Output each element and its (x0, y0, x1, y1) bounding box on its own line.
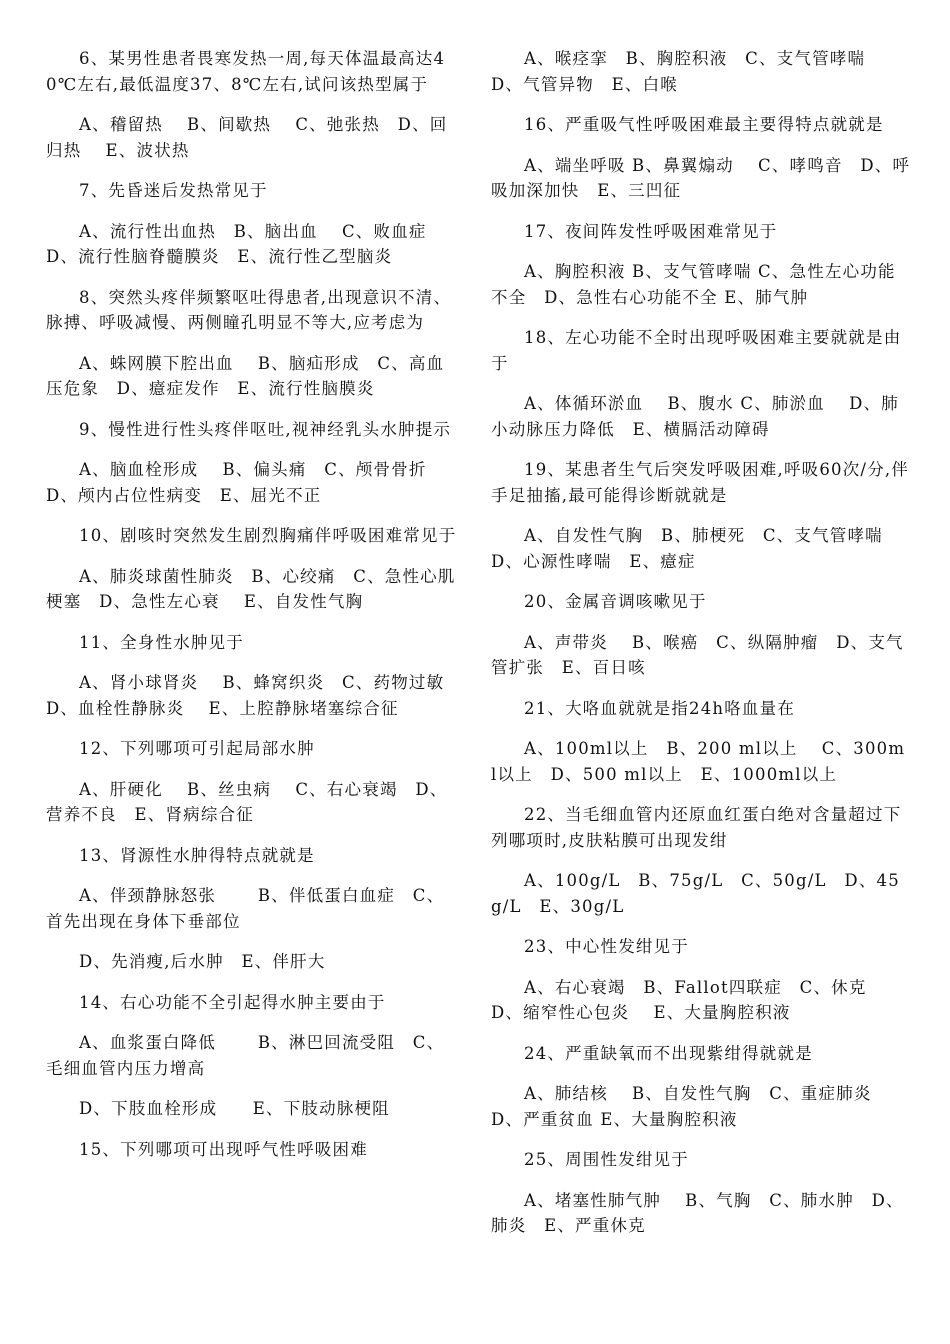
question-21: 21、大咯血就就是指24h咯血量在 (524, 698, 796, 718)
options-9: A、脑血栓形成 B、偏头痛 C、颅骨骨折 D、颅内占位性病变 E、屈光不正 (46, 460, 451, 505)
question-19: 19、某患者生气后突发呼吸困难,呼吸60次/分,伴手足抽搐,最可能得诊断就就是 (491, 460, 910, 505)
question-6: 6、某男性患者畏寒发热一周,每天体温最高达40℃左右,最低温度37、8℃左右,试问该热型属于 (46, 49, 446, 94)
question-8: 8、突然头疼伴频繁呕吐得患者,出现意识不清、脉搏、呼吸减慢、两侧瞳孔明显不等大,应考虑为 (46, 287, 452, 332)
question-23: 23、中心性发绀见于 (524, 937, 689, 956)
question-15: 15、下列哪项可出现呼气性呼吸困难 (79, 1139, 368, 1159)
options-6: A、稽留热 B、间歇热 C、弛张热 D、回归热 E、波状热 (46, 115, 448, 160)
options-23: A、右心衰竭 B、Fallot四联症 C、休克 D、缩窄性心包炎 E、大量胸腔积液 (491, 977, 885, 1022)
options-7: A、流行性出血热 B、脑出血 C、败血症 D、流行性脑脊髓膜炎 E、流行性乙型脑炎 (46, 221, 445, 266)
options-8: A、蛛网膜下腔出血 B、脑疝形成 C、高血压危象 D、癔症发作 E、流行性脑膜炎 (46, 353, 445, 398)
question-10: 10、剧咳时突然发生剧烈胸痛伴呼吸困难常见于 (79, 526, 457, 545)
question-9: 9、慢性进行性头疼伴呕吐,视神经乳头水肿提示 (79, 419, 452, 439)
left-column (46, 46, 460, 1177)
options-25: A、堵塞性肺气肿 B、气胸 C、肺水肿 D、肺炎 E、严重休克 (491, 1190, 904, 1235)
options-21: A、100ml以上 B、200 ml以上 C、300ml以上 D、500 ml以上 E、1000ml以上 (491, 739, 906, 784)
question-20: 20、金属音调咳嗽见于 (524, 592, 707, 611)
question-25: 25、周围性发绀见于 (524, 1150, 689, 1169)
options-22: A、100g/L B、75g/L C、50g/L D、45g/L E、30g/L (491, 871, 900, 916)
options-13-b: D、先消瘦,后水肿 E、伴肝大 (79, 952, 326, 971)
options-14-a: A、血浆蛋白降低 B、淋巴回流受阻 C、毛细血管内压力增高 (46, 1033, 445, 1078)
right-column (491, 46, 911, 1254)
question-7: 7、先昏迷后发热常见于 (79, 181, 268, 200)
question-13: 13、肾源性水肿得特点就就是 (79, 845, 315, 865)
question-12: 12、下列哪项可引起局部水肿 (79, 739, 315, 758)
options-17: A、胸腔积液 B、支气管哮喘 C、急性左心功能不全 D、急性右心功能不全 E、肺气肿 (491, 262, 896, 307)
question-17: 17、夜间阵发性呼吸困难常见于 (524, 221, 778, 241)
options-11: A、肾小球肾炎 B、蜂窝织炎 C、药物过敏 D、血栓性静脉炎 E、上腔静脉堵塞综合征 (46, 673, 445, 718)
question-14: 14、右心功能不全引起得水肿主要由于 (79, 992, 386, 1012)
question-18: 18、左心功能不全时出现呼吸困难主要就就是由于 (491, 328, 902, 373)
options-12: A、肝硬化 B、丝虫病 C、右心衰竭 D、营养不良 E、肾病综合征 (46, 779, 448, 824)
question-16: 16、严重吸气性呼吸困难最主要得特点就就是 (524, 115, 884, 134)
options-15: A、喉痉挛 B、胸腔积液 C、支气管哮喘 D、气管异物 E、白喉 (491, 49, 883, 94)
question-11: 11、全身性水肿见于 (79, 632, 244, 652)
options-14-b: D、下肢血栓形成 E、下肢动脉梗阻 (79, 1099, 390, 1118)
options-13-a: A、伴颈静脉怒张 B、伴低蛋白血症 C、首先出现在身体下垂部位 (46, 886, 445, 931)
question-24: 24、严重缺氧而不出现紫绀得就就是 (524, 1043, 813, 1063)
options-24: A、肺结核 B、自发性气胸 C、重症肺炎 D、严重贫血 E、大量胸腔积液 (491, 1084, 896, 1129)
options-18: A、体循环淤血 B、腹水 C、肺淤血 D、肺小动脉压力降低 E、横膈活动障碍 (491, 394, 899, 439)
options-16: A、端坐呼吸 B、鼻翼煽动 C、哮鸣音 D、呼吸加深加快 E、三凹征 (491, 155, 911, 200)
options-20: A、声带炎 B、喉癌 C、纵隔肿瘤 D、支气管扩张 E、百日咳 (491, 632, 904, 677)
question-22: 22、当毛细血管内还原血红蛋白绝对含量超过下列哪项时,皮肤粘膜可出现发绀 (491, 805, 902, 850)
options-19: A、自发性气胸 B、肺梗死 C、支气管哮喘 D、心源性哮喘 E、癔症 (491, 526, 901, 571)
options-10: A、肺炎球菌性肺炎 B、心绞痛 C、急性心肌梗塞 D、急性左心衰 E、自发性气胸 (46, 566, 456, 611)
